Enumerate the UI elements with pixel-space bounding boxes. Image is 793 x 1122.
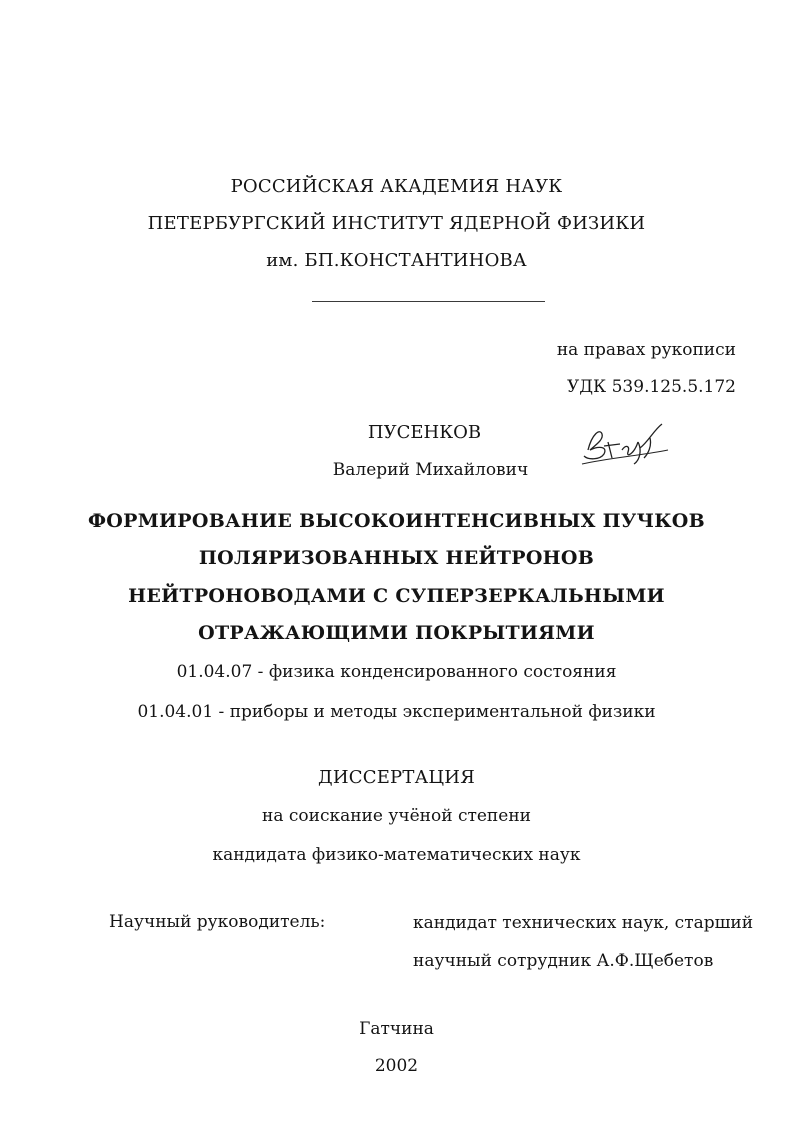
thesis-title-line-2: ПОЛЯРИЗОВАННЫХ НЕЙТРОНОВ [198,547,595,569]
thesis-title-line-1: ФОРМИРОВАНИЕ ВЫСОКОИНТЕНСИВНЫХ ПУЧКОВ [87,510,706,532]
thesis-degree: кандидата физико-математических наук [212,845,581,865]
author-surname: ПУСЕНКОВ [367,422,482,443]
thesis-purpose: на соискание учёной степени [261,806,531,826]
header-divider [312,301,545,302]
institute-name: ПЕТЕРБУРГСКИЙ ИНСТИТУТ ЯДЕРНОЙ ФИЗИКИ [147,213,646,234]
udc-code: УДК 539.125.5.172 [566,377,736,397]
year: 2002 [374,1056,419,1076]
institute-named-after: им. БП.КОНСТАНТИНОВА [266,250,527,271]
thesis-title-line-3: НЕЙТРОНОВОДАМИ С СУПЕРЗЕРКАЛЬНЫМИ [128,585,665,607]
author-signature [578,420,674,468]
supervisor-title: кандидат технических наук, старший [413,913,754,933]
supervisor-name: научный сотрудник А.Ф.Щебетов [413,951,714,971]
thesis-title-line-4: ОТРАЖАЮЩИМИ ПОКРЫТИЯМИ [198,622,595,644]
manuscript-rights: на правах рукописи [556,340,736,360]
academy-name: РОССИЙСКАЯ АКАДЕМИЯ НАУК [230,176,563,197]
author-given-names: Валерий Михайлович [332,460,529,480]
thesis-type: ДИССЕРТАЦИЯ [318,767,475,788]
specialty-1: 01.04.07 - физика конденсированного состояния [176,662,617,682]
specialty-2: 01.04.01 - приборы и методы экспериментальной физики [137,702,656,722]
supervisor-label: Научный руководитель: [109,912,326,932]
city: Гатчина [359,1019,434,1039]
